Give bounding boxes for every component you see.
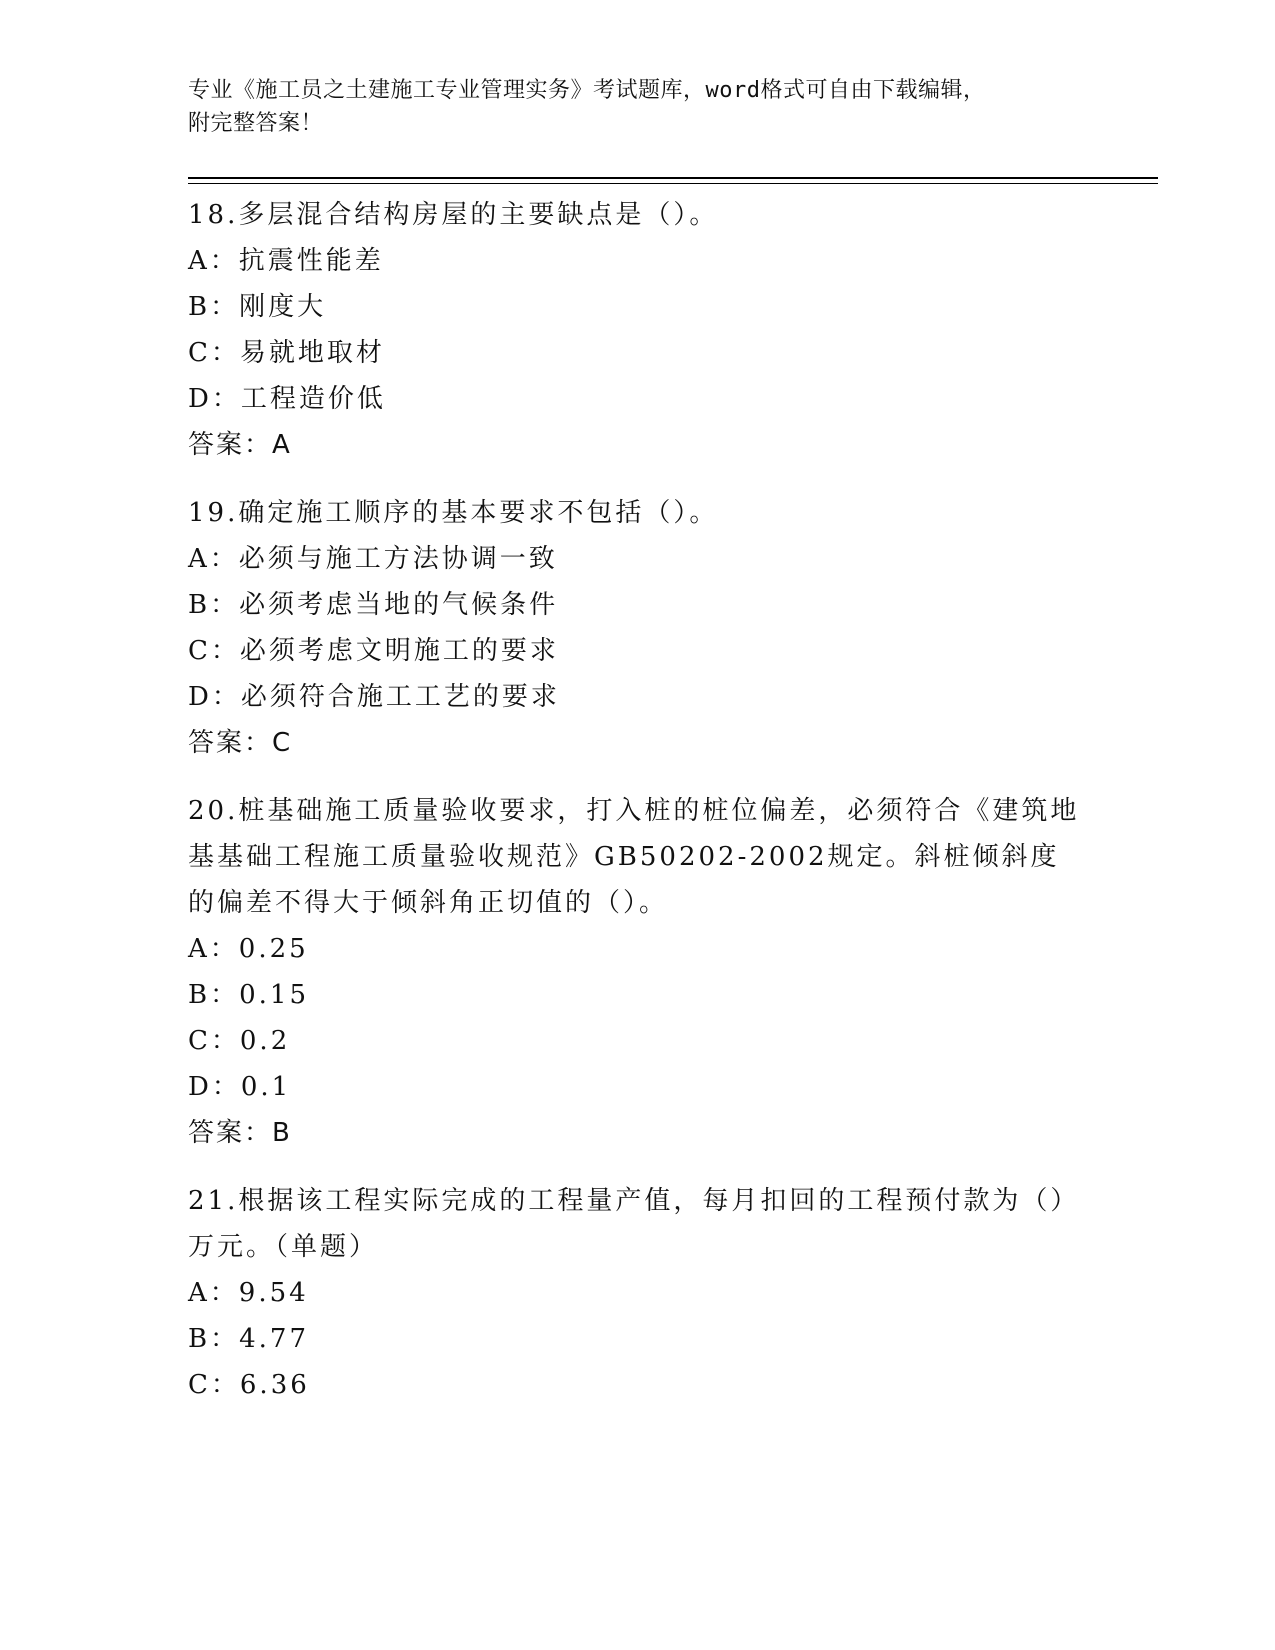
question-stem: 21.根据该工程实际完成的工程量产值，每月扣回的工程预付款为（）万元。（单题） bbox=[188, 1186, 1080, 1262]
option-c: C：必须考虑文明施工的要求 bbox=[188, 636, 559, 666]
option-d: D：0.1 bbox=[188, 1072, 292, 1102]
option-c: C：0.2 bbox=[188, 1026, 291, 1056]
question-20 bbox=[188, 788, 1088, 1156]
answer-line: 答案：C bbox=[188, 728, 293, 758]
question-stem: 19.确定施工顺序的基本要求不包括（）。 bbox=[188, 498, 719, 528]
header-divider-thin bbox=[188, 183, 1158, 184]
option-a: A：0.25 bbox=[188, 934, 309, 964]
option-b: B：4.77 bbox=[188, 1324, 309, 1354]
question-stem: 18.多层混合结构房屋的主要缺点是（）。 bbox=[188, 200, 719, 230]
question-stem: 20.桩基础施工质量验收要求，打入桩的桩位偏差，必须符合《建筑地基基础工程施工质量验收规范》GB50202-2002规定。斜桩倾斜度的偏差不得大于倾斜角正切值的（）。 bbox=[188, 796, 1080, 918]
option-a: A：必须与施工方法协调一致 bbox=[188, 544, 558, 574]
header-divider-thick bbox=[188, 177, 1158, 179]
option-b: B：0.15 bbox=[188, 980, 309, 1010]
option-c: C：6.36 bbox=[188, 1370, 310, 1400]
question-list bbox=[188, 192, 1088, 1430]
header-line-1: 专业《施工员之土建施工专业管理实务》考试题库，word格式可自由下载编辑， bbox=[188, 78, 986, 103]
option-a: A：9.54 bbox=[188, 1278, 309, 1308]
question-19 bbox=[188, 490, 1088, 766]
option-a: A：抗震性能差 bbox=[188, 246, 384, 276]
option-b: B：刚度大 bbox=[188, 292, 327, 322]
option-c: C：易就地取材 bbox=[188, 338, 385, 368]
question-21 bbox=[188, 1178, 1088, 1408]
question-18 bbox=[188, 192, 1088, 468]
option-d: D：工程造价低 bbox=[188, 384, 386, 414]
answer-line: 答案：B bbox=[188, 1118, 292, 1148]
answer-line: 答案：A bbox=[188, 430, 292, 460]
option-b: B：必须考虑当地的气候条件 bbox=[188, 590, 559, 620]
option-d: D：必须符合施工工艺的要求 bbox=[188, 682, 560, 712]
header-line-2: 附完整答案！ bbox=[188, 111, 324, 136]
document-header bbox=[188, 74, 1088, 140]
